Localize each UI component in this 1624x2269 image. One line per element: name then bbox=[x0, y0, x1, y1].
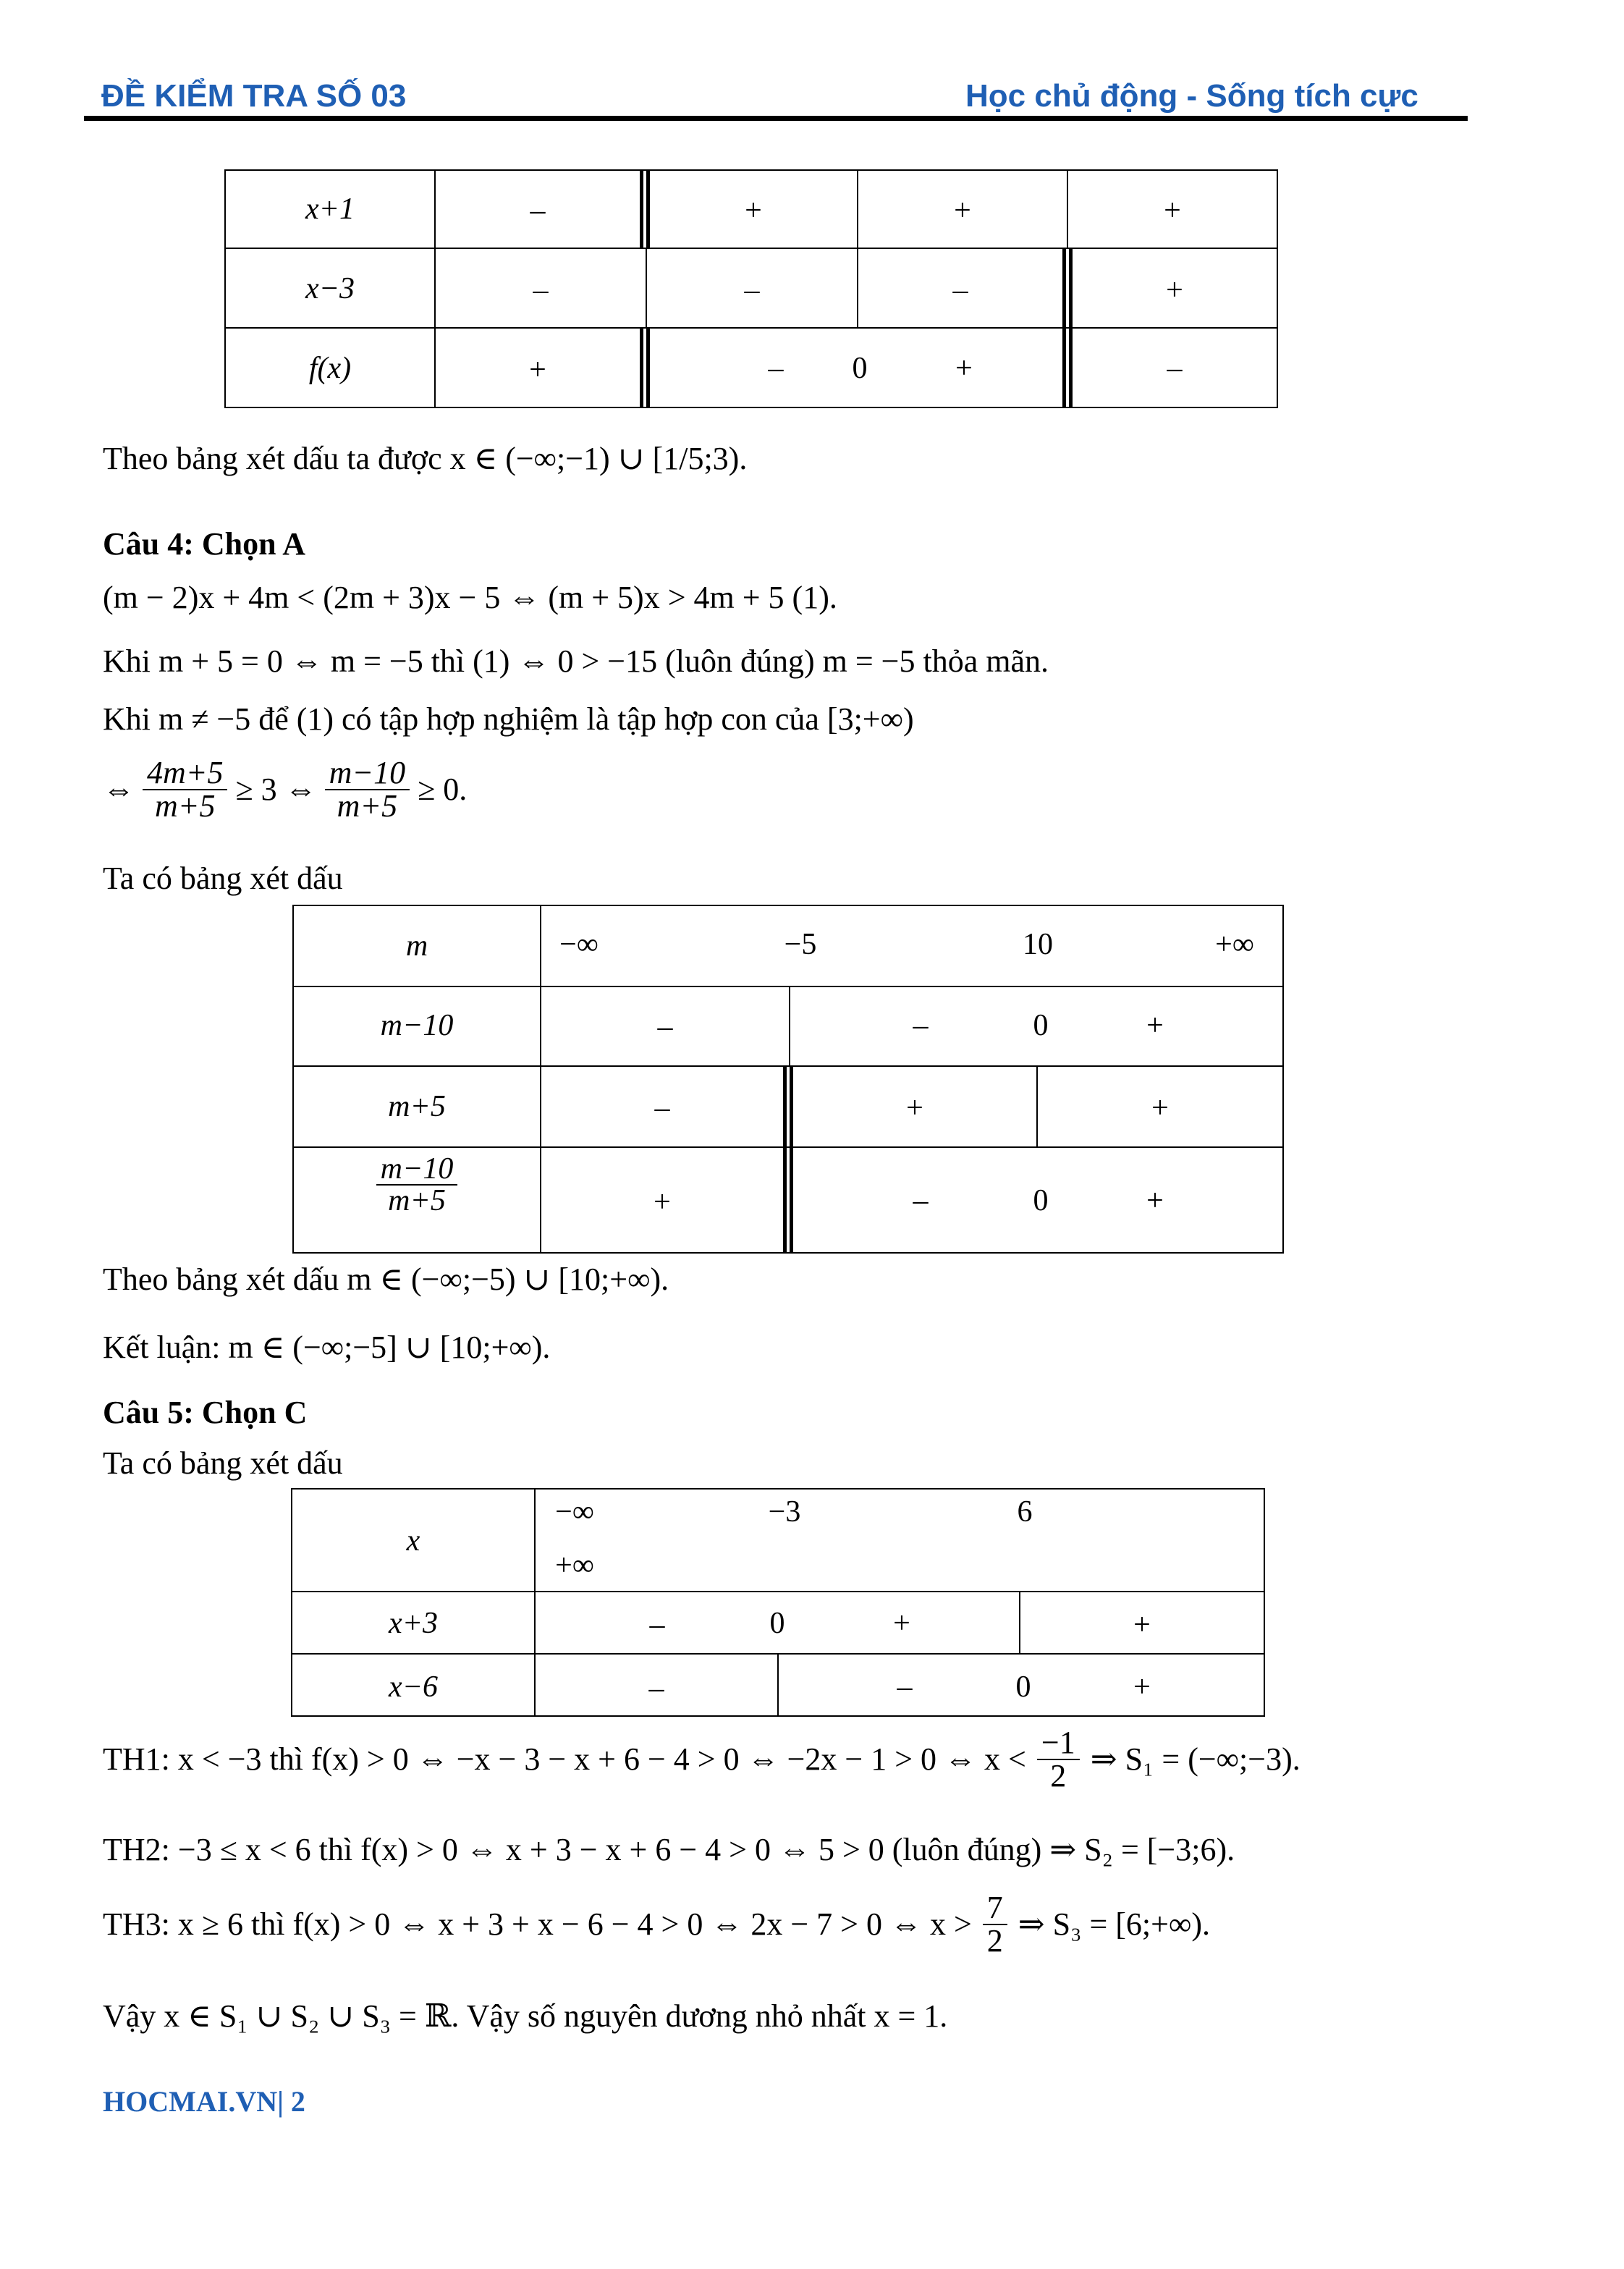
t2-head-v2: −5 bbox=[784, 928, 817, 961]
t2-r1-c2: – bbox=[913, 1009, 929, 1042]
t3-head-v4: +∞ bbox=[555, 1549, 594, 1582]
case-2: TH2: −3 ≤ x < 6 thì f(x) > 0 ⇔ x + 3 − x + 6 − 4 > 0 ⇔ 5 > 0 (luôn đúng) ⇒ S₂ = [−3;6). bbox=[103, 1832, 1235, 1867]
t2-r1-c1: – bbox=[657, 1010, 673, 1044]
t3-r1-c3: + bbox=[893, 1607, 910, 1640]
t3-r2-c3: 0 bbox=[1015, 1670, 1031, 1704]
sign-table-1 bbox=[224, 169, 1278, 408]
t2-r3-c4: + bbox=[1146, 1184, 1164, 1217]
header-rule bbox=[84, 116, 1468, 121]
t2-r1-c3: 0 bbox=[1033, 1009, 1049, 1042]
t2-r1-label: m−10 bbox=[380, 1009, 454, 1042]
t3-head-v1: −∞ bbox=[555, 1495, 594, 1529]
t2-head-v3: 10 bbox=[1023, 928, 1053, 961]
t2-r3-label: $\frac{m-10}{m+5}$ bbox=[294, 1154, 540, 1216]
case-3: TH3: x ≥ 6 thì f(x) > 0 ⇔ x + 3 + x − 6 − 4 > 0 ⇔ 2x − 7 > 0 ⇔ x > $\frac{7}{2}$ ⇒ S₃ = [6;+∞). bbox=[103, 1890, 1210, 1959]
t3-head-label: x bbox=[406, 1524, 420, 1558]
t2-r2-c1: – bbox=[654, 1091, 670, 1125]
t3-r2-label: x−6 bbox=[389, 1670, 438, 1704]
t3-r2-c2: – bbox=[897, 1670, 913, 1704]
t1-r1-c3: + bbox=[954, 194, 971, 227]
t1-r3-c3: 0 bbox=[852, 352, 868, 385]
t1-r3-c1: + bbox=[529, 353, 546, 386]
t1-r1-c2: + bbox=[745, 194, 762, 227]
t1-r1-c1: – bbox=[530, 194, 546, 227]
header-left: ĐỀ KIỂM TRA SỐ 03 bbox=[101, 78, 407, 114]
t3-r2-c1: – bbox=[648, 1672, 664, 1705]
t1-r3-c4: + bbox=[955, 352, 973, 385]
t3-r1-label: x+3 bbox=[389, 1607, 438, 1640]
t1-r2-c1: – bbox=[533, 274, 549, 307]
q4-line3: Khi m ≠ −5 để (1) có tập hợp nghiệm là tập hợp con của [3;+∞) bbox=[103, 701, 914, 737]
t2-r2-c3: + bbox=[1151, 1091, 1169, 1125]
q5-line1: Ta có bảng xét dấu bbox=[103, 1445, 343, 1481]
t2-r3-c1: + bbox=[654, 1186, 671, 1219]
t2-r2-label: m+5 bbox=[388, 1090, 446, 1123]
footer-page: HOCMAI.VN| 2 bbox=[103, 2085, 305, 2118]
conclusion-1: Theo bảng xét dấu ta được x ∈ (−∞;−1) ∪ [1/5;3). bbox=[103, 441, 748, 476]
q4-line5: Ta có bảng xét dấu bbox=[103, 861, 343, 896]
t2-r2-c2: + bbox=[906, 1091, 923, 1125]
t1-r3-c5: – bbox=[1167, 352, 1183, 385]
t2-head-label: m bbox=[405, 929, 428, 963]
case-1: TH1: x < −3 thì f(x) > 0 ⇔ −x − 3 − x + 6 − 4 > 0 ⇔ −2x − 1 > 0 ⇔ x < $\frac{-1}{2}$ ⇒ S₁ = (−∞;−3). bbox=[103, 1725, 1301, 1793]
q4-line7: Kết luận: m ∈ (−∞;−5] ∪ [10;+∞). bbox=[103, 1330, 551, 1365]
header-right: Học chủ động - Sống tích cực bbox=[965, 78, 1418, 114]
t2-head-v4: +∞ bbox=[1215, 928, 1254, 961]
t1-r2-c3: – bbox=[952, 274, 968, 307]
t2-head-v1: −∞ bbox=[559, 928, 599, 961]
t2-r1-c4: + bbox=[1146, 1009, 1164, 1042]
sign-table-2 bbox=[292, 905, 1284, 1254]
t2-r3-c2: – bbox=[913, 1184, 929, 1217]
t3-head-v2: −3 bbox=[768, 1495, 801, 1529]
t1-r2-c4: + bbox=[1166, 274, 1183, 307]
sign-table-3 bbox=[291, 1488, 1265, 1717]
t3-r1-c4: + bbox=[1133, 1608, 1151, 1641]
question-4-title: Câu 4: Chọn A bbox=[103, 526, 305, 562]
t1-row3-label: f(x) bbox=[308, 352, 352, 385]
t1-r1-c4: + bbox=[1164, 194, 1181, 227]
t3-r1-c1: – bbox=[649, 1608, 665, 1641]
t2-r3-c3: 0 bbox=[1033, 1184, 1049, 1217]
final-conclusion: Vậy x ∈ S₁ ∪ S₂ ∪ S₃ = ℝ. Vậy số nguyên dương nhỏ nhất x = 1. bbox=[103, 1998, 948, 2034]
t1-r3-c2: – bbox=[768, 352, 784, 385]
q4-line4: ⇔ $\frac{4m+5}{m+5}$ ≥ 3 ⇔ $\frac{m-10}{m+5}$ ≥ 0. bbox=[103, 755, 468, 824]
q4-line2: Khi m + 5 = 0 ⇔ m = −5 thì (1) ⇔ 0 > −15 (luôn đúng) m = −5 thỏa mãn. bbox=[103, 643, 1049, 679]
t1-r2-c2: – bbox=[744, 274, 760, 307]
q4-line6: Theo bảng xét dấu m ∈ (−∞;−5) ∪ [10;+∞). bbox=[103, 1262, 669, 1297]
t1-row2-label: x−3 bbox=[305, 272, 355, 305]
t3-head-v3: 6 bbox=[1017, 1495, 1033, 1529]
q4-line1: (m − 2)x + 4m < (2m + 3)x − 5 ⇔ (m + 5)x > 4m + 5 (1). bbox=[103, 580, 837, 615]
t3-r1-c2: 0 bbox=[769, 1607, 785, 1640]
t1-row1-label: x+1 bbox=[305, 193, 355, 226]
question-5-title: Câu 5: Chọn C bbox=[103, 1395, 308, 1430]
t3-r2-c4: + bbox=[1133, 1670, 1151, 1704]
